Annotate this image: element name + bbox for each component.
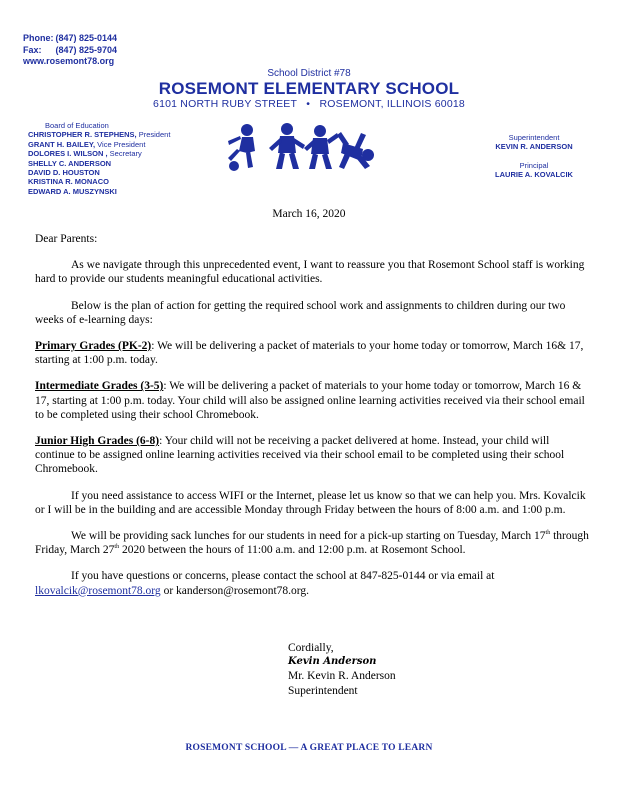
grade-text: : Your child will not be receiving a packet delivered at home. Instead, your child will continue to be assigned online learning activities received via their school email to be completed using their school Chromebook. [35,435,565,476]
grade-name: Primary Grades (PK-2) [35,340,152,353]
signature: Kevin Anderson [288,656,377,668]
letter-date: March 16, 2020 [272,208,346,220]
grade-text: : We will be delivering a packet of materials to your home today or tomorrow, March 16 & 17, starting at 1:00 p.m. today. Your child will also be assigned online learning activities received via their school email to be completed using their school Chromebook. [35,380,585,421]
plan-paragraph: Below is the plan of action for getting the required school work and assignments to children during our two weeks of e-learning days: [35,299,566,326]
email-link-kovalcik[interactable]: lkovalcik@rosemont78.org [35,584,161,597]
administration [460,133,608,180]
superintendent-name: KEVIN R. ANDERSON [495,142,573,152]
intro-paragraph: As we navigate through this unprecedented event, I want to reassure you that Rosemont School staff is working hard to provide our students meaningful educational activities. [35,259,585,286]
footer-tagline: ROSEMONT SCHOOL — A GREAT PLACE TO LEARN [185,743,433,753]
grade-primary [35,339,590,367]
salutation: Dear Parents: [35,233,98,245]
email-anderson: kanderson@rosemont78.org. [176,584,310,597]
school-name: ROSEMONT ELEMENTARY SCHOOL [158,79,460,98]
phone-label: Phone: [23,33,54,43]
school-address [0,98,618,110]
fax-line [23,45,117,57]
assistance-paragraph: If you need assistance to access WIFI or the Internet, please let us know so that we can help you. Mrs. Kovalcik or I will be in the building and are accessible Monday through Friday between the hours of 8:00 a.m. and 1:00 p.m. [35,489,586,516]
grade-intermediate [35,379,590,422]
letter-body [35,232,590,598]
board-member: CHRISTOPHER R. STEPHENS, President [28,130,171,140]
superintendent-title: Superintendent [508,133,560,142]
board-title: Board of Education [45,121,109,130]
valediction: Cordially, [288,642,334,654]
phone-number: (847) 825-0144 [55,33,118,43]
board-of-education [28,121,170,196]
fax-label: Fax: [23,44,42,55]
board-member: KRISTINA R. MONACO [28,177,109,187]
principal-title: Principal [519,160,549,170]
district-name: School District #78 [267,68,351,79]
fax-number: (847) 825-9704 [55,44,118,55]
grade-name: Junior High Grades (6-8) [35,435,160,448]
signer-name: Mr. Kevin R. Anderson [288,670,396,683]
address-separator: • [306,98,311,110]
questions-paragraph: If you have questions or concerns, please contact the school at 847-825-0144 or via email at lkovalcik@rosemont78.org or kanderson@rosemont78.org. [35,570,495,597]
city-address: ROSEMONT, ILLINOIS 60018 [319,98,465,110]
contact-info [23,33,117,68]
principal-name: LAURIE A. KOVALCIK [495,170,573,180]
letter-closing [288,641,396,698]
board-member: DOLORES I. WILSON , Secretary [28,149,142,159]
grade-text: : We will be delivering a packet of materials to your home today or tomorrow, March 16& 17, starting at 1:00 p.m. today. [35,340,584,367]
board-member: SHELLY C. ANDERSON [28,158,112,168]
board-member: EDWARD A. MUSZYNSKI [28,186,117,196]
website-link[interactable]: www.rosemont78.org [23,56,115,66]
street-address: 6101 NORTH RUBY STREET [153,98,297,110]
board-member: DAVID D. HOUSTON [28,168,100,178]
signer-title: Superintendent [288,684,358,697]
lunch-paragraph: We will be providing sack lunches for our students in need for a pick-up starting on Tuesday, March 17th through Friday, March 27th 2020 between the hours of 11:00 a.m. and 12:00 p.m. at Rosemont School. [35,530,589,557]
phone-line [23,33,117,45]
grade-name: Intermediate Grades (3-5) [35,380,164,393]
board-member: GRANT H. BAILEY, Vice President [28,139,146,149]
grade-junior-high [35,434,590,477]
children-logo-icon [225,121,390,173]
